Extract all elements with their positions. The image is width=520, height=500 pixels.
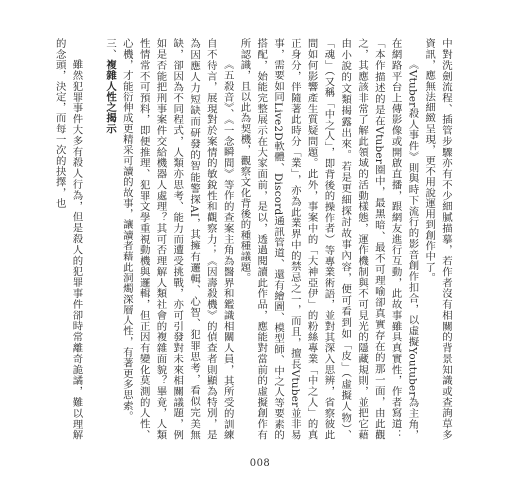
section-heading [101, 38, 118, 440]
page-number: 008 [249, 458, 271, 469]
paragraph-human-nature: 雖然犯罪事件大多有殺人行為，但是殺人的犯罪事件卻時常離奇詭譎，難以理解的念頭，決定，而每一次的抉擇，也 [53, 38, 83, 440]
vertical-text-body [51, 38, 454, 440]
paragraph-investigators: 《五殺音》、《一念瞬間》等作的查案主角為醫界和鑑識相關人員，其所受的訓練自不待言，展現對於案情的敏銳性和觀察力；《因壽殺機》的偵查者則顯為特別，是為因應人力短缺而研發的智能警探AI，其擁有邏輯、心智、犯罪思考，看似完美無缺，卻因為不同程式，人類亦思考、能力而遭受挑戰，亦可引發對未來相關議題，例如是否能把刑事案件交給機器人處理？其可否理解人類社會的複雜面貌？畢竟，人類性情常不可預料，即便推理、犯罪文學重視動機與邏輯，但正因有變化莫測的人性、心機，才能衍伸成更精采可讀的故事，讓讀者藉此洞燭深層人性，有著更多思索。 [120, 38, 234, 440]
paragraph-1: 中對洗劍流程、插管步驟亦有不少細膩描摹，若作者沒有相關的背景知識或查詢草多資訊，應無法細緻呈現，更不用說運用到創作中了。 [423, 38, 452, 440]
paragraph-vtuber: 《Vtuber殺人事件》則與時下流行的影音創作扣合，以虛擬Youtuber為主角，在網路平台上傳影像或開啟直播，跟網友進行互動，此故事雖具真實性，作者寫道：「本作描述的是在Vtuber圈中，最黑暗、最不可理喻卻真實存在的那一面，由此觀之，其應該非常了解此領域的活動樣態，運作機制與不可見光的隱藏規則，並把它藉由小說的文類揭露出來。若是更細探討故事內容，便可看到如「皮」（虛擬人物）、「魂」（又稱「中之人」，即背後的操作者）等專業術語，並對其深入思辨，省察彼此間如何影響產生質疑問題。此外，事案中的「大神亞伊」的粉絲專業「中之人」的真正身分，伴隨著此時分「業」，亦為此業界中的禁忌之一，而且，擅長Vtuber並非易事，需要如同Live2D軟體、Discord通訊管道、還有繪圖、模型師、中之人等要素的搭配，始能完整展示在大家面前，是以，透過閱讀此作品，應能對當前的虛擬創作有所認識，且以此為契機，觀察文化背後的種種議題。 [238, 38, 419, 440]
section-title: 複雜人性之揭示 [104, 59, 117, 134]
section-number: 三、 [104, 38, 117, 60]
